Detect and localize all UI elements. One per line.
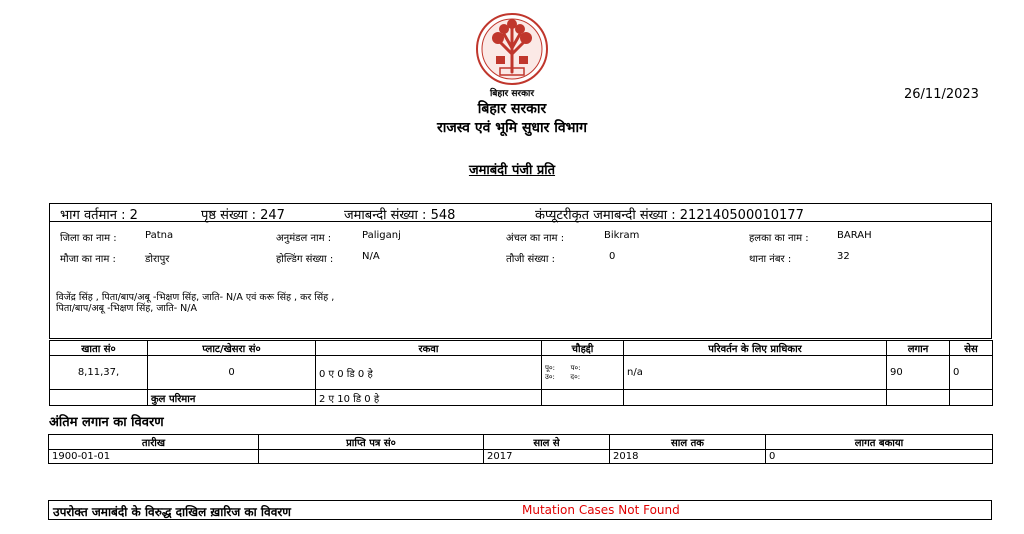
- empty-cell: [950, 390, 993, 406]
- divider: [49, 221, 992, 222]
- thana-value: 32: [837, 251, 850, 262]
- cell-date: 1900-01-01: [49, 450, 259, 464]
- chau-uttar: उ०:: [545, 372, 555, 381]
- col-rakwa: रकवा: [316, 341, 542, 356]
- chauhaddi-grid: [545, 364, 620, 382]
- table-row: [50, 356, 993, 390]
- mutation-status: Mutation Cases Not Found: [522, 503, 680, 517]
- col-khata: खाता सं०: [50, 341, 148, 356]
- cell-from-year: 2017: [484, 450, 610, 464]
- cell-rakwa: 0 ए 0 डि 0 हे: [316, 356, 542, 390]
- col-authority: परिवर्तन के लिए प्राधिकार: [624, 341, 887, 356]
- mutation-title: उपरोक्त जमाबंदी के विरुद्ध दाखिल ख़ारिज का विवरण: [53, 505, 291, 519]
- district-value: Patna: [145, 230, 174, 241]
- halka-value: BARAH: [837, 230, 872, 241]
- khata-table: [49, 340, 993, 406]
- table-row: [49, 450, 993, 464]
- col-arrears: लागत बकाया: [766, 435, 993, 450]
- mauja-value: डोरापुर: [145, 254, 170, 265]
- col-receipt: प्राप्ति पत्र सं०: [259, 435, 484, 450]
- district-label: जिला का नाम :: [60, 233, 117, 244]
- jamabandi-info-box: [49, 203, 992, 339]
- col-from-year: साल से: [484, 435, 610, 450]
- chau-south: द०:: [570, 372, 581, 381]
- col-plot: प्लाट/खेसरा सं०: [148, 341, 316, 356]
- tauji-value: 0: [609, 251, 616, 262]
- col-ses: सेस: [950, 341, 993, 356]
- document-title: जमाबंदी पंजी प्रति: [468, 163, 556, 178]
- subdivision-label: अनुमंडल नाम :: [276, 233, 332, 244]
- cell-arrears: 0: [766, 450, 993, 464]
- cell-khata: 8,11,37,: [50, 356, 148, 390]
- computerized-number-label: कंप्यूटरीकृत जमाबन्दी संख्या : 212140500010177: [535, 208, 804, 223]
- holding-value: N/A: [362, 251, 380, 262]
- cell-ses: 0: [950, 356, 993, 390]
- circle-label: अंचल का नाम :: [506, 233, 565, 244]
- halka-label: हलका का नाम :: [749, 233, 809, 244]
- cell-to-year: 2018: [610, 450, 766, 464]
- bihar-emblem-logo: [474, 12, 550, 86]
- col-lagan: लगान: [887, 341, 950, 356]
- col-to-year: साल तक: [610, 435, 766, 450]
- rent-section-title: अंतिम लगान का विवरण: [49, 415, 164, 430]
- emblem-caption: बिहार सरकार: [489, 89, 535, 99]
- cell-lagan: 90: [887, 356, 950, 390]
- rent-header-row: [49, 435, 993, 450]
- department-name: राजस्व एवं भूमि सुधार विभाग: [436, 120, 588, 136]
- thana-label: थाना नंबर :: [749, 254, 792, 265]
- govt-name: बिहार सरकार: [477, 101, 547, 117]
- document-date: 26/11/2023: [904, 87, 979, 102]
- cell-plot: 0: [148, 356, 316, 390]
- empty-cell: [624, 390, 887, 406]
- tauji-label: तौजी संख्या :: [506, 254, 556, 265]
- cell-receipt: [259, 450, 484, 464]
- col-date: तारीख: [49, 435, 259, 450]
- khata-header-row: [50, 341, 993, 356]
- empty-cell: [50, 390, 148, 406]
- owner-details: विजेंद्र सिंह , पिता/बाप/अबू -भिक्षण सिंह, जाति- N/A एवं करू सिंह , कर सिंह , पिता/बाप/अबू -भिक्षण सिंह, जाति- N/A: [56, 292, 335, 314]
- total-rakwa: 2 ए 10 डि 0 हे: [316, 390, 542, 406]
- cell-chauhaddi: [542, 356, 624, 390]
- subdivision-value: Paliganj: [362, 230, 401, 241]
- col-chauhaddi: चौहद्दी: [542, 341, 624, 356]
- holding-label: होल्डिंग संख्या :: [276, 254, 334, 265]
- chau-west: प०:: [570, 363, 581, 372]
- total-label: कुल परिमान: [148, 390, 316, 406]
- empty-cell: [542, 390, 624, 406]
- empty-cell: [887, 390, 950, 406]
- circle-value: Bikram: [604, 230, 640, 241]
- rent-table: [48, 434, 993, 464]
- cell-authority: n/a: [624, 356, 887, 390]
- page-number-label: पृष्ठ संख्या : 247: [201, 208, 285, 223]
- jamabandi-number-label: जमाबन्दी संख्या : 548: [344, 208, 456, 223]
- chau-north: पू०:: [545, 363, 555, 372]
- mauja-label: मौजा का नाम :: [60, 254, 116, 265]
- bhag-label: भाग वर्तमान : 2: [60, 208, 138, 223]
- total-row: [50, 390, 993, 406]
